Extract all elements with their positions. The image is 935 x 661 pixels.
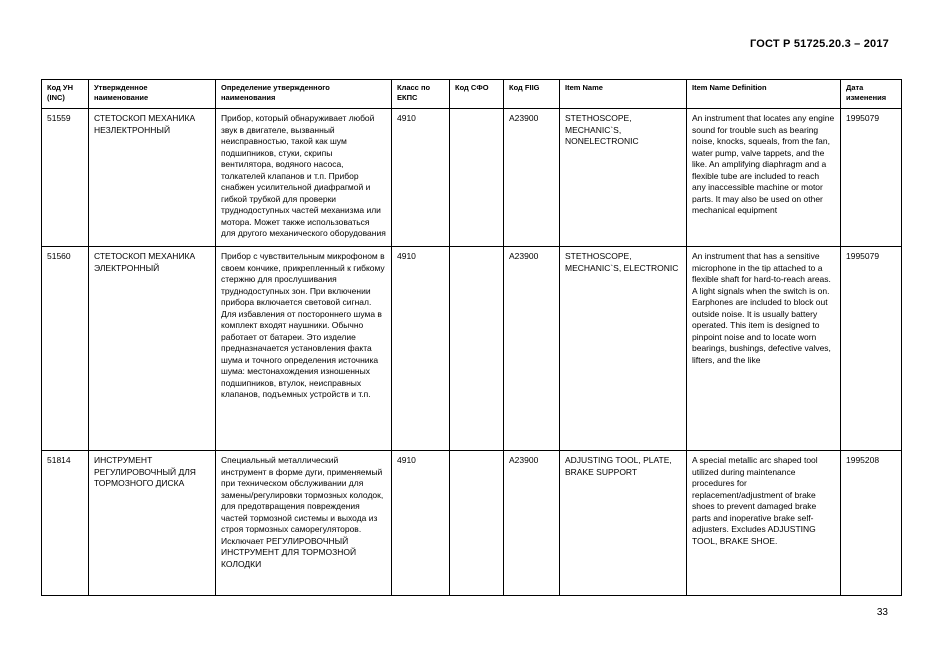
- cell-item-definition: An instrument that locates any engine sound for trouble such as bearing noise, knocks, squeals, from the fan, water pump, valve tappets, and the like. An amplifying diaphragm and a flexible tube are included to reach any inaccessible machine or motor parts. It may also be used on other mechanical equipment: [687, 109, 841, 247]
- page-number: 33: [876, 607, 888, 618]
- cell-change-date: 1995079: [841, 109, 902, 247]
- table-row: [42, 451, 902, 596]
- cell-inc: 51560: [42, 247, 89, 451]
- table-row: [42, 109, 902, 247]
- cell-item-definition: A special metallic arc shaped tool utilized during maintenance procedures for replacement/adjustment of brake shoes to prevent damaged brake parts and inoperative brake self-adjusters. Excludes ADJUSTING TOOL, BRAKE SHOE.: [687, 451, 841, 596]
- column-header-change-date: Дата изменения: [841, 80, 902, 109]
- cell-definition: Прибор с чувствительным микрофоном в своем кончике, прикрепленный к гибкому стержню для прослушивания труднодоступных зон. При включении прибора включается световой сигнал. Для избавления от постороннего шума в комплект входят наушники. Обычно работает от батареи. Это изделие предназначается установления факта шума и точного определения источника шума: местонахождения изношенных подшипников, втулок, неисправных клапанов, подъемных устройств и т.п.: [216, 247, 392, 451]
- cell-approved-name: СТЕТОСКОП МЕХАНИКА НЕЗЛЕКТРОННЫЙ: [89, 109, 216, 247]
- item-name-table: [41, 79, 902, 596]
- cell-class: 4910: [392, 451, 450, 596]
- column-header-sfo: Код СФО: [450, 80, 504, 109]
- cell-definition: Прибор, который обнаруживает любой звук в двигателе, вызванный неисправностью, такой как шум подшипников, стуки, скрипы вентилятора, водяного насоса, толкателей клапанов и т.п. Прибор снабжен усилительной диафрагмой и гибкой трубкой для проверки труднодоступных частей механизма или мотора. Может также использоваться для другого механического оборудования: [216, 109, 392, 247]
- cell-sfo: [450, 451, 504, 596]
- cell-item-name: STETHOSCOPE, MECHANIC`S, NONELECTRONIC: [560, 109, 687, 247]
- table-header-row: [42, 80, 902, 109]
- cell-item-name: ADJUSTING TOOL, PLATE, BRAKE SUPPORT: [560, 451, 687, 596]
- column-header-inc: Код УН (INC): [42, 80, 89, 109]
- cell-change-date: 1995208: [841, 451, 902, 596]
- cell-class: 4910: [392, 109, 450, 247]
- column-header-item-definition: Item Name Definition: [687, 80, 841, 109]
- column-header-item-name: Item Name: [560, 80, 687, 109]
- cell-sfo: [450, 247, 504, 451]
- cell-fiig: A23900: [504, 109, 560, 247]
- column-header-approved-name: Утвержденное наименование: [89, 80, 216, 109]
- column-header-definition: Определение утвержденного наименования: [216, 80, 392, 109]
- cell-sfo: [450, 109, 504, 247]
- cell-approved-name: ИНСТРУМЕНТ РЕГУЛИРОВОЧНЫЙ ДЛЯ ТОРМОЗНОГО ДИСКА: [89, 451, 216, 596]
- cell-fiig: A23900: [504, 451, 560, 596]
- cell-item-definition: An instrument that has a sensitive microphone in the tip attached to a flexible shaft for hard-to-reach areas. A light signals when the switch is on. Earphones are included to block out outside noise. It is usually battery operated. This item is designed to pinpoint noise and to locate worn bearings, bushings, defective valves, lifters, and the like: [687, 247, 841, 451]
- cell-change-date: 1995079: [841, 247, 902, 451]
- column-header-class: Класс по ЕКПС: [392, 80, 450, 109]
- document-standard-header: ГОСТ Р 51725.20.3 – 2017: [749, 38, 889, 50]
- cell-inc: 51814: [42, 451, 89, 596]
- cell-inc: 51559: [42, 109, 89, 247]
- cell-definition: Специальный металлический инструмент в форме дуги, применяемый при техническом обслуживании для замены/регулировки тормозных колодок, для предотвращения повреждения частей тормозной системы и выхода из строя тормозных саморегуляторов. Исключает РЕГУЛИРОВОЧНЫЙ ИНСТРУМЕНТ ДЛЯ ТОРМОЗНОЙ КОЛОДКИ: [216, 451, 392, 596]
- cell-approved-name: СТЕТОСКОП МЕХАНИКА ЭЛЕКТРОННЫЙ: [89, 247, 216, 451]
- cell-item-name: STETHOSCOPE, MECHANIC`S, ELECTRONIC: [560, 247, 687, 451]
- cell-fiig: A23900: [504, 247, 560, 451]
- column-header-fiig: Код FIIG: [504, 80, 560, 109]
- cell-class: 4910: [392, 247, 450, 451]
- table-row: [42, 247, 902, 451]
